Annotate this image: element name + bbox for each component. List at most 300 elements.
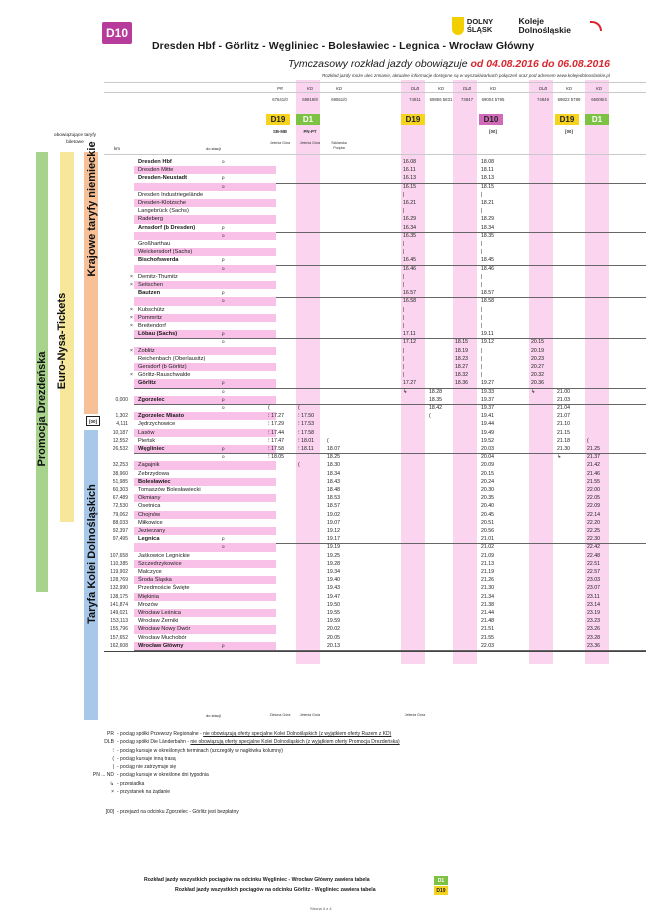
- arrival-departure-mark: p: [222, 175, 225, 181]
- timetable-row: [86, 494, 646, 502]
- station-name: Wrocław Żerniki: [138, 618, 179, 625]
- line-tag-d1: D1: [296, 114, 320, 125]
- tariff-heading: obowiązujące taryfy biletowe: [53, 133, 97, 145]
- station-name: Jezierzany: [138, 528, 166, 534]
- station-name: Langebrück (Sachs): [138, 208, 189, 215]
- train-operator: PR: [277, 86, 283, 91]
- direction-heading-bottom: do stacji: [206, 713, 221, 718]
- km-value: 149,021: [109, 610, 128, 616]
- station-name: Legnica: [138, 536, 160, 543]
- departure-time: 20.02: [327, 626, 340, 633]
- timetable-row: [86, 166, 646, 174]
- arrival-departure-mark: p: [222, 536, 225, 542]
- footer-tag-d19: D19: [434, 886, 448, 895]
- departure-time: 21.30: [481, 585, 494, 592]
- km-value: 157,652: [109, 634, 128, 641]
- station-name: Zgorzelec Miasto: [138, 413, 185, 420]
- logo-dolny-slask: DOLNY ŚLĄSK: [466, 17, 494, 34]
- train-number: 69551/0: [331, 97, 347, 102]
- arrival-departure-mark: o: [222, 298, 225, 304]
- arrival-departure-mark: o: [222, 159, 225, 164]
- train-number: 74811: [409, 97, 421, 102]
- request-stop-mark: ×: [130, 372, 133, 379]
- departure-time: 20.04: [481, 454, 494, 461]
- departure-time: 18.13: [481, 175, 494, 182]
- footer-tag-d1: D1: [434, 876, 448, 885]
- km-value: 72,530: [112, 503, 128, 510]
- departure-time: 18.15: [481, 183, 494, 190]
- legend-item: [92, 763, 400, 771]
- station-name: Wrocław Nowy Dwór: [138, 626, 191, 633]
- departure-time: ↳: [403, 388, 408, 395]
- departure-time: ↳: [557, 454, 562, 461]
- km-value: 51,985: [112, 478, 128, 485]
- row-highlight: [134, 338, 276, 346]
- station-name: Görlitz-Rauschwalde: [138, 372, 191, 379]
- timetable: [0, 80, 648, 720]
- departure-time: 19.41: [481, 413, 494, 420]
- request-stop-mark: ×: [130, 282, 133, 288]
- request-stop-mark: ×: [130, 273, 133, 280]
- departure-time: 19.37: [481, 396, 494, 403]
- station-name: Osetnica: [138, 503, 161, 510]
- timetable-row: [86, 437, 646, 445]
- departure-time: 18.46: [481, 265, 494, 272]
- arrival-departure-mark: o: [222, 405, 225, 410]
- station-name: Lasów: [138, 429, 155, 436]
- timetable-row: [86, 478, 646, 486]
- timetable-row: [86, 265, 646, 273]
- train-note: PN-PT: [303, 129, 317, 134]
- legend-text: - pociąg kursuje inną trasą: [117, 755, 176, 762]
- timetable-row: [86, 207, 646, 215]
- row-highlight: [134, 183, 276, 191]
- departure-time: ⁝ 17.50: [298, 413, 315, 420]
- departure-time: 19.12: [327, 528, 340, 534]
- timetable-row: [86, 584, 646, 592]
- departure-time: ⁝ 17.29: [268, 421, 285, 428]
- departure-time: 20.32: [531, 372, 544, 379]
- km-value: 162,608: [109, 642, 128, 649]
- km-value: 0,000: [115, 396, 128, 403]
- temporary-title: [288, 58, 610, 70]
- departure-time: 18.43: [327, 478, 340, 485]
- departure-time: 21.15: [557, 429, 570, 436]
- departure-time: ⁝ 17.58: [268, 446, 285, 452]
- departure-time: 20.24: [481, 478, 494, 485]
- departure-time: (: [327, 437, 329, 444]
- departure-time: 18.34: [327, 470, 340, 477]
- departure-time: 19.40: [327, 577, 340, 584]
- departure-time: 20.36: [531, 380, 544, 387]
- departure-time: |: [403, 347, 405, 354]
- line-tag-d10: D10: [479, 114, 503, 125]
- departure-time: 21.55: [481, 634, 494, 641]
- request-stop-mark: ×: [130, 306, 133, 313]
- legend-symbol: ×: [111, 789, 114, 796]
- table-bottom-rule: [104, 651, 646, 652]
- departure-time: 18.25: [327, 454, 340, 461]
- km-value: 67,489: [112, 495, 128, 502]
- timetable-row: [86, 199, 646, 207]
- departure-time: 21.02: [481, 544, 494, 551]
- departure-time: 19.28: [327, 560, 340, 567]
- departure-time: ⁝ 18.05: [268, 454, 285, 461]
- departure-time: 18.35: [429, 396, 442, 403]
- header-rule: [104, 82, 646, 83]
- legend-item: [92, 808, 400, 816]
- station-name: Szczedrzykowice: [138, 560, 182, 567]
- station-name: Miłkowice: [138, 519, 163, 526]
- station-name: Jędrzychowice: [138, 421, 176, 428]
- km-value: 132,990: [109, 585, 128, 592]
- train-number: 66005/4: [591, 97, 607, 102]
- departure-time: 21.25: [587, 446, 600, 452]
- station-name: Löbau (Sachs): [138, 331, 178, 338]
- departure-time: 20.51: [481, 519, 494, 526]
- departure-time: 17.11: [403, 331, 416, 338]
- legend-symbol: DLB: [104, 739, 114, 746]
- departure-time: 23.03: [587, 577, 600, 584]
- station-name: Zebrzydowa: [138, 470, 169, 477]
- row-highlight: [134, 437, 276, 445]
- departure-time: 16.45: [403, 257, 416, 264]
- station-name: Zagajnik: [138, 462, 160, 469]
- timetable-row: [86, 429, 646, 437]
- train-operator: KD: [307, 86, 313, 91]
- logo-koleje: Koleje Dolnośląskie: [518, 16, 571, 35]
- train-note: [00]: [489, 129, 497, 134]
- train-note: [00]: [565, 129, 573, 134]
- departure-time: 18.32: [455, 372, 468, 379]
- temporary-title-text: Tymczasowy rozkład jazdy obowiązuje: [288, 58, 468, 70]
- departure-time: 20.23: [531, 355, 544, 362]
- departure-time: 19.17: [327, 536, 340, 543]
- departure-time: 19.27: [481, 380, 494, 387]
- timetable-row: [86, 461, 646, 469]
- departure-time: 21.07: [557, 413, 570, 420]
- departure-time: 21.19: [481, 569, 494, 575]
- station-name: Dresden-Neustadt: [138, 175, 187, 182]
- timetable-row: [86, 470, 646, 478]
- timetable-row: [86, 158, 646, 166]
- departure-time: 21.26: [481, 577, 494, 584]
- departure-time: 16.13: [403, 175, 416, 182]
- departure-time: |: [481, 355, 483, 362]
- departure-time: 21.18: [557, 437, 570, 444]
- departure-time: 16.29: [403, 216, 416, 223]
- legend: [92, 730, 400, 817]
- timetable-row: [86, 224, 646, 232]
- row-highlight: [134, 297, 276, 305]
- train-operator: KD: [490, 86, 496, 91]
- departure-time: 23.14: [587, 601, 600, 608]
- timetable-row: [86, 519, 646, 527]
- departure-time: 22.09: [587, 503, 600, 510]
- departure-time: ⁝ 17.58: [298, 429, 315, 436]
- departure-time: 18.29: [481, 216, 494, 223]
- departure-time: 19.49: [481, 429, 494, 436]
- km-value: 38,960: [112, 470, 128, 477]
- km-value: 26,532: [112, 446, 128, 452]
- station-name: Görlitz: [138, 380, 157, 387]
- departure-time: 20.30: [481, 487, 494, 493]
- legend-text: - pociąg kursuje w określone dni tygodnia: [117, 772, 209, 779]
- timetable-row: [86, 642, 646, 650]
- departure-time: ⁝ 17.47: [268, 437, 285, 444]
- departure-time: (: [298, 405, 300, 411]
- departure-time: 16.58: [403, 298, 416, 305]
- train-number: 74849: [537, 97, 549, 102]
- line-tag-d19: D19: [266, 114, 290, 125]
- station-name: Tomaszów Bolesławiecki: [138, 487, 201, 493]
- departure-time: 22.42: [587, 544, 600, 551]
- arrival-departure-mark: p: [222, 290, 225, 296]
- line-tag-d19: D19: [401, 114, 425, 125]
- departure-time: 19.02: [327, 511, 340, 518]
- route-badge: D10: [102, 22, 132, 44]
- departure-time: (: [268, 405, 270, 411]
- row-highlight: [134, 388, 276, 396]
- timetable-row: [86, 281, 646, 289]
- legend-text: - pociąg kursuje w określonych terminach (szczegóły w nagłówku kolumny): [117, 747, 283, 754]
- timetable-row: [86, 314, 646, 322]
- departure-time: 22.48: [587, 552, 600, 559]
- departure-time: 18.57: [327, 503, 340, 510]
- legend-symbol: ⁝: [112, 747, 114, 754]
- departure-time: 23.07: [587, 585, 600, 592]
- station-name: Arnsdorf (b Dresden): [138, 224, 196, 231]
- departure-time: ⁝ 17.53: [298, 421, 315, 428]
- station-name: Großharthau: [138, 241, 171, 247]
- arrival-departure-mark: o: [222, 388, 225, 394]
- station-name: Węgliniec: [138, 446, 165, 452]
- timetable-row: [86, 338, 646, 346]
- departure-time: 18.45: [481, 257, 494, 264]
- timetable-row: [86, 617, 646, 625]
- departure-time: 23.23: [587, 618, 600, 625]
- departure-time: 21.10: [557, 421, 570, 428]
- departure-time: 21.09: [481, 552, 494, 559]
- departure-time: |: [481, 208, 483, 215]
- train-destination: Jelenia Góra: [299, 713, 321, 717]
- timetable-row: [86, 371, 646, 379]
- arrival-departure-mark: o: [222, 265, 225, 271]
- timetable-row: [86, 576, 646, 584]
- legend-item: [92, 730, 400, 738]
- timetable-row: [86, 543, 646, 551]
- timetable-row: [86, 232, 646, 240]
- timetable-row: [86, 560, 646, 568]
- timetable-row: [86, 396, 646, 404]
- departure-time: |: [481, 306, 483, 313]
- station-name: Wrocław Leśnica: [138, 610, 181, 616]
- departure-time: |: [403, 249, 405, 256]
- departure-time: 18.34: [481, 224, 494, 231]
- km-value: 60,303: [112, 487, 128, 493]
- departure-time: |: [403, 191, 405, 198]
- arrival-departure-mark: o: [222, 232, 225, 238]
- station-name: Weickersdorf (Sachs): [138, 249, 193, 256]
- legend-text: - przesiadka: [117, 780, 145, 787]
- departure-time: 16.11: [403, 167, 416, 174]
- station-name: Dresden Industriegelände: [138, 191, 204, 198]
- departure-time: 18.23: [455, 355, 468, 362]
- departure-time: 17.27: [403, 380, 416, 387]
- departure-time: 16.46: [403, 265, 416, 272]
- legend-underlined-text: nie obowiązują oferty specjalne Kolei Dolnośląskich (z wyjątkiem oferty Promocja Drezdeńska): [190, 739, 400, 746]
- km-value: 10,187: [112, 429, 128, 436]
- station-name: Radeberg: [138, 216, 163, 223]
- departure-time: 18.58: [481, 298, 494, 305]
- train-operator: DLB: [538, 86, 548, 91]
- station-name: Wrocław Muchobór: [138, 634, 187, 641]
- departure-time: 19.12: [481, 339, 494, 346]
- train-note: SB-MB: [272, 129, 288, 134]
- departure-time: 18.07: [327, 446, 340, 452]
- km-heading: km: [114, 146, 120, 151]
- departure-time: |: [481, 273, 483, 280]
- arrival-departure-mark: p: [222, 257, 225, 263]
- departure-time: (: [587, 437, 589, 444]
- arrival-departure-mark: o: [222, 183, 225, 189]
- departure-time: 19.07: [327, 519, 340, 526]
- legend-symbol: PR: [107, 731, 114, 737]
- departure-time: 19.55: [327, 610, 340, 616]
- arrival-departure-mark: p: [222, 642, 225, 648]
- station-name: Malczyce: [138, 569, 162, 575]
- station-name: Mrozów: [138, 601, 158, 608]
- train-operator: KD: [566, 86, 572, 91]
- footer-note-d1: Rozkład jazdy wszystkich pociągów na odcinku Węgliniec - Wrocław Główny zawiera tabela: [144, 877, 370, 883]
- request-stop-mark: ×: [130, 323, 133, 329]
- bracket-label: [00]: [86, 416, 100, 426]
- station-name: Kubschütz: [138, 306, 165, 313]
- header-rule: [104, 154, 646, 155]
- timetable-row: [86, 183, 646, 191]
- timetable-row: [86, 256, 646, 264]
- departure-time: |: [403, 323, 405, 329]
- departure-time: 22.51: [587, 560, 600, 567]
- departure-time: 19.37: [481, 405, 494, 411]
- timetable-row: [86, 486, 646, 494]
- departure-time: |: [403, 364, 405, 370]
- direction-heading: do stacji: [206, 146, 221, 151]
- km-value: 32,253: [112, 462, 128, 469]
- station-name: Pommritz: [138, 314, 163, 321]
- timetable-row: [86, 625, 646, 633]
- departure-time: 19.11: [481, 331, 494, 338]
- train-number: 69822 5789: [557, 97, 581, 102]
- departure-time: ⁝ 18.11: [298, 446, 314, 452]
- departure-time: |: [403, 306, 405, 313]
- km-value: 110,385: [110, 560, 128, 567]
- departure-time: 21.03: [557, 396, 570, 403]
- departure-time: 20.15: [481, 470, 494, 477]
- departure-time: |: [481, 314, 483, 321]
- km-value: 1,302: [115, 413, 128, 420]
- departure-time: |: [403, 372, 405, 379]
- departure-time: 18.15: [455, 339, 468, 346]
- departure-time: 22.20: [587, 519, 600, 526]
- timetable-row: [86, 297, 646, 305]
- departure-time: 19.43: [327, 585, 340, 592]
- logo: [452, 12, 602, 40]
- departure-time: 20.03: [481, 446, 494, 452]
- temporary-dates: od 04.08.2016 do 06.08.2016: [470, 58, 610, 70]
- km-value: 138,175: [109, 593, 128, 600]
- line-tag-d1: D1: [585, 114, 609, 125]
- arrival-departure-mark: p: [222, 224, 225, 230]
- train-number: 67641/0: [272, 97, 288, 102]
- timetable-row: [86, 191, 646, 199]
- timetable-row: [86, 330, 646, 338]
- departure-time: 18.36: [455, 380, 468, 387]
- train-origin: Jelenia Góra: [269, 141, 291, 145]
- timetable-row: [86, 363, 646, 371]
- arrival-departure-mark: p: [222, 396, 225, 402]
- train-origin: Szklarska Poręba: [331, 141, 347, 150]
- departure-time: 20.19: [531, 347, 544, 354]
- departure-time: 22.00: [587, 487, 600, 493]
- departure-time: 21.00: [557, 388, 570, 395]
- departure-time: 16.57: [403, 290, 416, 297]
- km-value: 97,495: [112, 536, 128, 543]
- departure-time: |: [481, 372, 483, 379]
- departure-time: |: [403, 241, 405, 247]
- timetable-row: [86, 322, 646, 330]
- train-number: 74847: [461, 97, 473, 102]
- km-value: 128,769: [109, 577, 128, 584]
- departure-time: 21.04: [557, 405, 570, 411]
- timetable-row: [86, 412, 646, 420]
- legend-item: [92, 755, 400, 763]
- departure-time: |: [481, 364, 483, 370]
- arrival-departure-mark: p: [222, 380, 225, 386]
- legend-item: [92, 788, 400, 796]
- train-number: 69819/8: [302, 97, 318, 102]
- page-number: Strona 4 z 4: [310, 906, 332, 911]
- station-name: Okmiany: [138, 495, 161, 502]
- departure-time: 23.26: [587, 626, 600, 633]
- krajowe-label: Krajowe taryfy niemieckie: [86, 141, 98, 277]
- train-operator: KD: [596, 86, 602, 91]
- departure-time: 21.44: [481, 610, 494, 616]
- timetable-row: [86, 568, 646, 576]
- station-name: Reichenbach (Oberlausitz): [138, 355, 206, 362]
- departure-time: 22.14: [587, 511, 600, 518]
- station-name: Breitendorf: [138, 323, 166, 329]
- departure-time: 19.59: [327, 618, 340, 625]
- train-destination: Jelenia Góra: [404, 713, 426, 717]
- departure-time: 21.51: [481, 626, 494, 633]
- station-name: Chojnów: [138, 511, 161, 518]
- disclaimer: Rozkład jazdy może ulec zmianie, aktualne informacje dostępne są w wyszukiwarkach połączeń oraz pod adresem www.kolejedolnoslaskie.pl: [321, 73, 610, 78]
- timetable-row: [86, 306, 646, 314]
- departure-time: 23.11: [587, 593, 600, 600]
- request-stop-mark: ×: [130, 347, 133, 354]
- station-name: Bautzen: [138, 290, 161, 297]
- timetable-row: [86, 215, 646, 223]
- legend-symbol: ↳: [109, 780, 114, 787]
- legend-symbol: (: [112, 755, 114, 762]
- euronysa-label: Euro-Nysa-Tickets: [56, 292, 68, 390]
- departure-time: 19.50: [327, 601, 340, 608]
- departure-time: ↳: [531, 388, 536, 395]
- legend-underlined-text: nie obowiązują oferty specjalne Kolei Dolnośląskich (z wyjątkiem oferty Razem z KD): [203, 731, 392, 737]
- departure-time: 20.05: [327, 634, 340, 641]
- timetable-row: [86, 347, 646, 355]
